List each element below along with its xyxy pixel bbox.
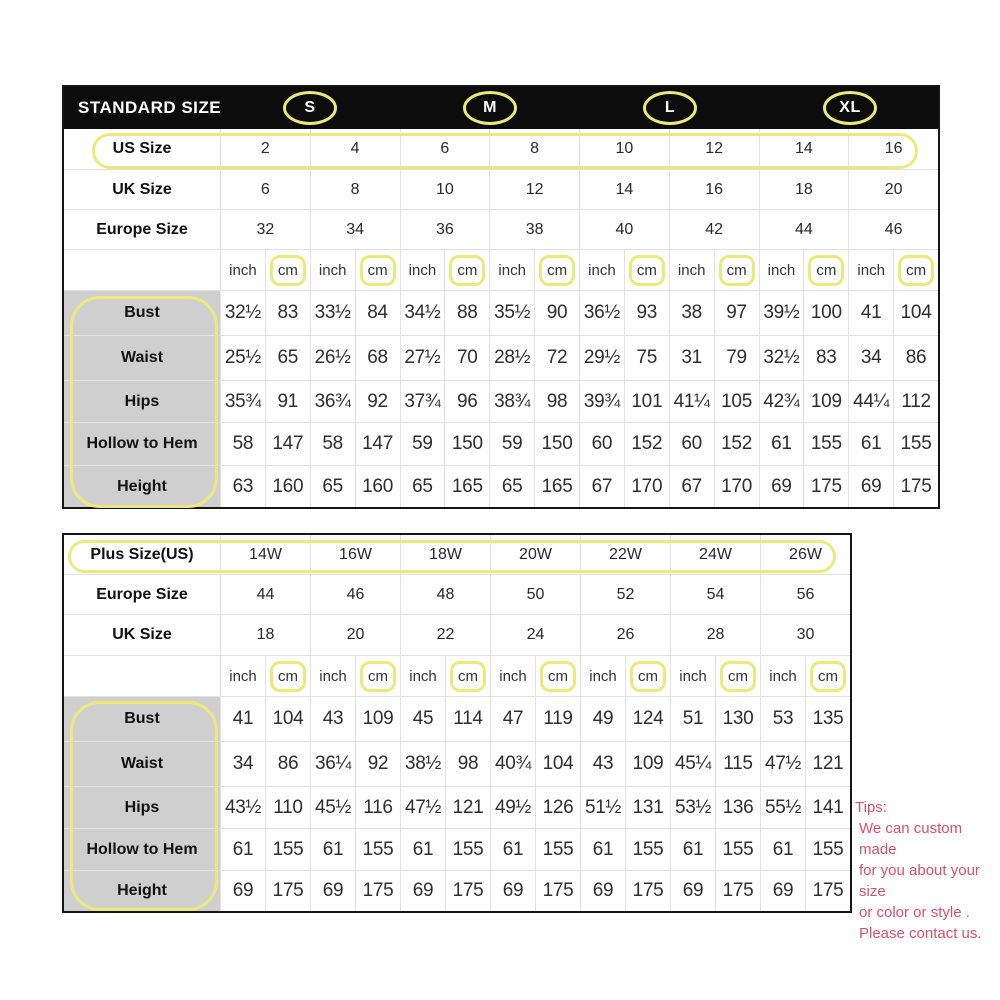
measure-cell: 61 bbox=[311, 829, 355, 870]
standard-size-header bbox=[64, 87, 938, 129]
measure-cell: 39¾ bbox=[580, 381, 624, 422]
measure-cell: 121 bbox=[446, 787, 490, 828]
unit-inch-label: inch bbox=[849, 250, 893, 290]
measure-cell: 104 bbox=[894, 291, 938, 335]
measure-cell: 67 bbox=[670, 466, 714, 507]
size-cell: 28 bbox=[671, 615, 760, 655]
unit-row-spacer bbox=[64, 656, 220, 696]
unit-cm-label: cm bbox=[449, 255, 485, 286]
measure-cell: 152 bbox=[715, 423, 759, 465]
size-cell: 48 bbox=[401, 575, 490, 614]
size-cell: 24W bbox=[671, 535, 760, 574]
measure-cell: 69 bbox=[761, 871, 805, 911]
measure-cell: 60 bbox=[580, 423, 624, 465]
unit-inch-label: inch bbox=[491, 656, 535, 696]
measure-cell: 45¼ bbox=[671, 742, 715, 786]
size-cell: 20 bbox=[311, 615, 400, 655]
size-cell: 56 bbox=[761, 575, 850, 614]
unit-inch-label: inch bbox=[311, 656, 355, 696]
unit-inch-label: inch bbox=[221, 656, 265, 696]
size-group-badge-m: M bbox=[463, 91, 517, 125]
tips-title: Tips: bbox=[855, 799, 887, 816]
measure-cell: 104 bbox=[266, 697, 310, 741]
unit-cm-cell bbox=[266, 656, 310, 696]
size-cell: 38 bbox=[490, 210, 579, 249]
measure-cell: 135 bbox=[806, 697, 850, 741]
measure-cell: 126 bbox=[536, 787, 580, 828]
measure-cell: 98 bbox=[446, 742, 490, 786]
measure-cell: 63 bbox=[221, 466, 265, 507]
measure-cell: 175 bbox=[536, 871, 580, 911]
measure-cell: 141 bbox=[806, 787, 850, 828]
measure-cell: 109 bbox=[356, 697, 400, 741]
measure-cell: 69 bbox=[849, 466, 893, 507]
measure-label-hips: Hips bbox=[64, 381, 220, 422]
measure-cell: 59 bbox=[490, 423, 534, 465]
measure-cell: 110 bbox=[266, 787, 310, 828]
measure-label-hollow-to-hem: Hollow to Hem bbox=[64, 423, 220, 465]
unit-row-spacer bbox=[64, 250, 220, 290]
unit-inch-label: inch bbox=[670, 250, 714, 290]
size-cell: 14 bbox=[580, 170, 669, 209]
measure-cell: 91 bbox=[266, 381, 310, 422]
measure-cell: 55½ bbox=[761, 787, 805, 828]
measure-cell: 43 bbox=[311, 697, 355, 741]
measure-cell: 38 bbox=[670, 291, 714, 335]
measure-label-bust: Bust bbox=[64, 697, 220, 741]
measure-cell: 61 bbox=[401, 829, 445, 870]
size-cell: 42 bbox=[670, 210, 759, 249]
size-cell: 4 bbox=[311, 129, 400, 169]
measure-cell: 119 bbox=[536, 697, 580, 741]
measure-cell: 69 bbox=[760, 466, 804, 507]
measure-cell: 41 bbox=[849, 291, 893, 335]
measure-cell: 38½ bbox=[401, 742, 445, 786]
unit-inch-label: inch bbox=[401, 250, 445, 290]
measure-cell: 100 bbox=[804, 291, 848, 335]
measure-cell: 61 bbox=[491, 829, 535, 870]
measure-cell: 147 bbox=[266, 423, 310, 465]
size-cell: 46 bbox=[311, 575, 400, 614]
size-cell: 52 bbox=[581, 575, 670, 614]
measure-cell: 155 bbox=[536, 829, 580, 870]
size-cell: 16 bbox=[670, 170, 759, 209]
measure-cell: 67 bbox=[580, 466, 624, 507]
unit-cm-cell bbox=[626, 656, 670, 696]
measure-cell: 26½ bbox=[311, 336, 355, 380]
measure-cell: 69 bbox=[311, 871, 355, 911]
unit-inch-label: inch bbox=[671, 656, 715, 696]
row-label-us-size: US Size bbox=[64, 129, 220, 169]
measure-cell: 150 bbox=[535, 423, 579, 465]
measure-cell: 75 bbox=[625, 336, 669, 380]
unit-cm-cell bbox=[804, 250, 848, 290]
size-cell: 22W bbox=[581, 535, 670, 574]
row-label-uk-size: UK Size bbox=[64, 170, 220, 209]
measure-cell: 61 bbox=[761, 829, 805, 870]
measure-cell: 37¾ bbox=[401, 381, 445, 422]
row-label-plus-size-us: Plus Size(US) bbox=[64, 535, 220, 574]
size-cell: 26W bbox=[761, 535, 850, 574]
measure-cell: 93 bbox=[625, 291, 669, 335]
measure-cell: 175 bbox=[894, 466, 938, 507]
size-cell: 34 bbox=[311, 210, 400, 249]
unit-cm-cell bbox=[625, 250, 669, 290]
measure-cell: 150 bbox=[445, 423, 489, 465]
measure-cell: 60 bbox=[670, 423, 714, 465]
standard-size-table bbox=[62, 85, 940, 509]
measure-label-hollow-to-hem: Hollow to Hem bbox=[64, 829, 220, 870]
measure-cell: 45½ bbox=[311, 787, 355, 828]
size-cell: 36 bbox=[401, 210, 490, 249]
size-cell: 12 bbox=[490, 170, 579, 209]
size-cell: 46 bbox=[849, 210, 938, 249]
measure-cell: 112 bbox=[894, 381, 938, 422]
measure-cell: 114 bbox=[446, 697, 490, 741]
size-cell: 20W bbox=[491, 535, 580, 574]
size-group-badge-xl: XL bbox=[823, 91, 877, 125]
measure-cell: 59 bbox=[401, 423, 445, 465]
measure-label-height: Height bbox=[64, 466, 220, 507]
measure-cell: 69 bbox=[581, 871, 625, 911]
measure-cell: 165 bbox=[445, 466, 489, 507]
size-cell: 54 bbox=[671, 575, 760, 614]
unit-cm-label: cm bbox=[270, 255, 306, 286]
measure-cell: 155 bbox=[266, 829, 310, 870]
measure-cell: 61 bbox=[221, 829, 265, 870]
measure-cell: 83 bbox=[266, 291, 310, 335]
measure-cell: 116 bbox=[356, 787, 400, 828]
unit-cm-label: cm bbox=[360, 255, 396, 286]
measure-cell: 65 bbox=[490, 466, 534, 507]
measure-cell: 155 bbox=[716, 829, 760, 870]
size-cell: 6 bbox=[401, 129, 490, 169]
unit-cm-cell bbox=[446, 656, 490, 696]
size-cell: 18W bbox=[401, 535, 490, 574]
tips-note bbox=[855, 797, 1000, 944]
measure-cell: 104 bbox=[536, 742, 580, 786]
measure-cell: 92 bbox=[356, 381, 400, 422]
measure-cell: 34½ bbox=[401, 291, 445, 335]
measure-cell: 70 bbox=[445, 336, 489, 380]
measure-cell: 69 bbox=[491, 871, 535, 911]
measure-cell: 27½ bbox=[401, 336, 445, 380]
measure-cell: 96 bbox=[445, 381, 489, 422]
unit-cm-cell bbox=[894, 250, 938, 290]
size-cell: 2 bbox=[221, 129, 310, 169]
size-cell: 6 bbox=[221, 170, 310, 209]
unit-cm-label: cm bbox=[270, 661, 306, 692]
measure-cell: 33½ bbox=[311, 291, 355, 335]
unit-cm-cell bbox=[536, 656, 580, 696]
measure-cell: 175 bbox=[266, 871, 310, 911]
measure-cell: 53½ bbox=[671, 787, 715, 828]
size-cell: 30 bbox=[761, 615, 850, 655]
unit-inch-label: inch bbox=[580, 250, 624, 290]
size-cell: 14W bbox=[221, 535, 310, 574]
measure-cell: 130 bbox=[716, 697, 760, 741]
size-cell: 16 bbox=[849, 129, 938, 169]
size-cell: 20 bbox=[849, 170, 938, 209]
measure-cell: 34 bbox=[221, 742, 265, 786]
measure-label-waist: Waist bbox=[64, 336, 220, 380]
unit-cm-cell bbox=[356, 250, 400, 290]
size-group-badge-s: S bbox=[283, 91, 337, 125]
size-group-badge-l: L bbox=[643, 91, 697, 125]
measure-cell: 90 bbox=[535, 291, 579, 335]
measure-cell: 35½ bbox=[490, 291, 534, 335]
measure-cell: 32½ bbox=[760, 336, 804, 380]
measure-cell: 34 bbox=[849, 336, 893, 380]
size-cell: 16W bbox=[311, 535, 400, 574]
measure-cell: 47 bbox=[491, 697, 535, 741]
measure-cell: 51 bbox=[671, 697, 715, 741]
unit-cm-cell bbox=[356, 656, 400, 696]
unit-cm-cell bbox=[806, 656, 850, 696]
measure-cell: 155 bbox=[894, 423, 938, 465]
measure-cell: 45 bbox=[401, 697, 445, 741]
measure-label-bust: Bust bbox=[64, 291, 220, 335]
measure-cell: 58 bbox=[311, 423, 355, 465]
measure-cell: 61 bbox=[581, 829, 625, 870]
size-cell: 32 bbox=[221, 210, 310, 249]
size-cell: 44 bbox=[760, 210, 849, 249]
measure-cell: 40¾ bbox=[491, 742, 535, 786]
measure-cell: 43½ bbox=[221, 787, 265, 828]
unit-inch-label: inch bbox=[311, 250, 355, 290]
measure-cell: 61 bbox=[849, 423, 893, 465]
measure-cell: 147 bbox=[356, 423, 400, 465]
row-label-uk-size: UK Size bbox=[64, 615, 220, 655]
unit-cm-label: cm bbox=[630, 661, 666, 692]
measure-cell: 44¼ bbox=[849, 381, 893, 422]
measure-cell: 43 bbox=[581, 742, 625, 786]
size-cell: 14 bbox=[760, 129, 849, 169]
measure-cell: 28½ bbox=[490, 336, 534, 380]
unit-cm-label: cm bbox=[360, 661, 396, 692]
measure-label-height: Height bbox=[64, 871, 220, 911]
measure-cell: 65 bbox=[311, 466, 355, 507]
size-cell: 40 bbox=[580, 210, 669, 249]
measure-cell: 25½ bbox=[221, 336, 265, 380]
measure-cell: 92 bbox=[356, 742, 400, 786]
size-cell: 24 bbox=[491, 615, 580, 655]
unit-cm-label: cm bbox=[540, 661, 576, 692]
unit-cm-cell bbox=[535, 250, 579, 290]
measure-cell: 61 bbox=[760, 423, 804, 465]
measure-cell: 53 bbox=[761, 697, 805, 741]
measure-cell: 31 bbox=[670, 336, 714, 380]
measure-cell: 61 bbox=[671, 829, 715, 870]
standard-size-title: STANDARD SIZE bbox=[78, 98, 222, 117]
unit-inch-label: inch bbox=[761, 656, 805, 696]
row-label-europe-size: Europe Size bbox=[64, 575, 220, 614]
measure-cell: 84 bbox=[356, 291, 400, 335]
size-cell: 18 bbox=[221, 615, 310, 655]
measure-cell: 160 bbox=[266, 466, 310, 507]
measure-cell: 36½ bbox=[580, 291, 624, 335]
unit-inch-label: inch bbox=[760, 250, 804, 290]
measure-cell: 170 bbox=[625, 466, 669, 507]
measure-cell: 42¾ bbox=[760, 381, 804, 422]
measure-cell: 65 bbox=[266, 336, 310, 380]
measure-cell: 35¾ bbox=[221, 381, 265, 422]
measure-cell: 170 bbox=[715, 466, 759, 507]
measure-cell: 72 bbox=[535, 336, 579, 380]
unit-inch-label: inch bbox=[581, 656, 625, 696]
measure-cell: 47½ bbox=[401, 787, 445, 828]
size-cell: 8 bbox=[311, 170, 400, 209]
measure-cell: 38¾ bbox=[490, 381, 534, 422]
unit-inch-label: inch bbox=[490, 250, 534, 290]
unit-cm-cell bbox=[715, 250, 759, 290]
measure-cell: 69 bbox=[221, 871, 265, 911]
measure-cell: 36¾ bbox=[311, 381, 355, 422]
measure-cell: 109 bbox=[626, 742, 670, 786]
measure-cell: 136 bbox=[716, 787, 760, 828]
measure-cell: 47½ bbox=[761, 742, 805, 786]
measure-label-hips: Hips bbox=[64, 787, 220, 828]
measure-cell: 51½ bbox=[581, 787, 625, 828]
plus-size-table bbox=[62, 533, 852, 913]
measure-cell: 69 bbox=[671, 871, 715, 911]
measure-cell: 29½ bbox=[580, 336, 624, 380]
measure-cell: 121 bbox=[806, 742, 850, 786]
measure-cell: 155 bbox=[356, 829, 400, 870]
row-label-europe-size: Europe Size bbox=[64, 210, 220, 249]
measure-cell: 41 bbox=[221, 697, 265, 741]
measure-cell: 175 bbox=[626, 871, 670, 911]
standard-size-grid bbox=[64, 129, 938, 507]
measure-cell: 65 bbox=[401, 466, 445, 507]
measure-cell: 131 bbox=[626, 787, 670, 828]
measure-cell: 86 bbox=[894, 336, 938, 380]
measure-cell: 155 bbox=[446, 829, 490, 870]
measure-cell: 175 bbox=[446, 871, 490, 911]
measure-cell: 36¼ bbox=[311, 742, 355, 786]
size-cell: 22 bbox=[401, 615, 490, 655]
unit-cm-label: cm bbox=[720, 661, 756, 692]
tips-line: or color or style . bbox=[859, 904, 970, 921]
unit-cm-label: cm bbox=[450, 661, 486, 692]
unit-cm-label: cm bbox=[629, 255, 665, 286]
size-cell: 8 bbox=[490, 129, 579, 169]
unit-cm-cell bbox=[266, 250, 310, 290]
measure-cell: 152 bbox=[625, 423, 669, 465]
measure-cell: 97 bbox=[715, 291, 759, 335]
measure-label-waist: Waist bbox=[64, 742, 220, 786]
measure-cell: 155 bbox=[626, 829, 670, 870]
unit-cm-cell bbox=[716, 656, 760, 696]
measure-cell: 86 bbox=[266, 742, 310, 786]
size-cell: 10 bbox=[401, 170, 490, 209]
measure-cell: 41¼ bbox=[670, 381, 714, 422]
measure-cell: 79 bbox=[715, 336, 759, 380]
measure-cell: 160 bbox=[356, 466, 400, 507]
measure-cell: 105 bbox=[715, 381, 759, 422]
unit-cm-label: cm bbox=[719, 255, 755, 286]
measure-cell: 109 bbox=[804, 381, 848, 422]
size-cell: 50 bbox=[491, 575, 580, 614]
measure-cell: 32½ bbox=[221, 291, 265, 335]
measure-cell: 101 bbox=[625, 381, 669, 422]
measure-cell: 69 bbox=[401, 871, 445, 911]
measure-cell: 39½ bbox=[760, 291, 804, 335]
measure-cell: 98 bbox=[535, 381, 579, 422]
size-cell: 44 bbox=[221, 575, 310, 614]
unit-cm-label: cm bbox=[810, 661, 846, 692]
measure-cell: 155 bbox=[806, 829, 850, 870]
measure-cell: 115 bbox=[716, 742, 760, 786]
measure-cell: 175 bbox=[356, 871, 400, 911]
measure-cell: 155 bbox=[804, 423, 848, 465]
tips-line: Please contact us. bbox=[859, 925, 982, 942]
tips-line: We can custom made bbox=[859, 820, 963, 858]
measure-cell: 165 bbox=[535, 466, 579, 507]
size-cell: 18 bbox=[760, 170, 849, 209]
tips-line: for you about your size bbox=[859, 862, 980, 900]
size-cell: 12 bbox=[670, 129, 759, 169]
unit-cm-label: cm bbox=[898, 255, 934, 286]
measure-cell: 58 bbox=[221, 423, 265, 465]
measure-cell: 83 bbox=[804, 336, 848, 380]
measure-cell: 175 bbox=[806, 871, 850, 911]
size-cell: 26 bbox=[581, 615, 670, 655]
measure-cell: 68 bbox=[356, 336, 400, 380]
size-cell: 10 bbox=[580, 129, 669, 169]
unit-cm-label: cm bbox=[808, 255, 844, 286]
plus-size-grid bbox=[64, 535, 850, 911]
unit-cm-cell bbox=[445, 250, 489, 290]
measure-cell: 88 bbox=[445, 291, 489, 335]
measure-cell: 175 bbox=[716, 871, 760, 911]
unit-inch-label: inch bbox=[401, 656, 445, 696]
unit-cm-label: cm bbox=[539, 255, 575, 286]
measure-cell: 49½ bbox=[491, 787, 535, 828]
measure-cell: 124 bbox=[626, 697, 670, 741]
measure-cell: 49 bbox=[581, 697, 625, 741]
measure-cell: 175 bbox=[804, 466, 848, 507]
unit-inch-label: inch bbox=[221, 250, 265, 290]
